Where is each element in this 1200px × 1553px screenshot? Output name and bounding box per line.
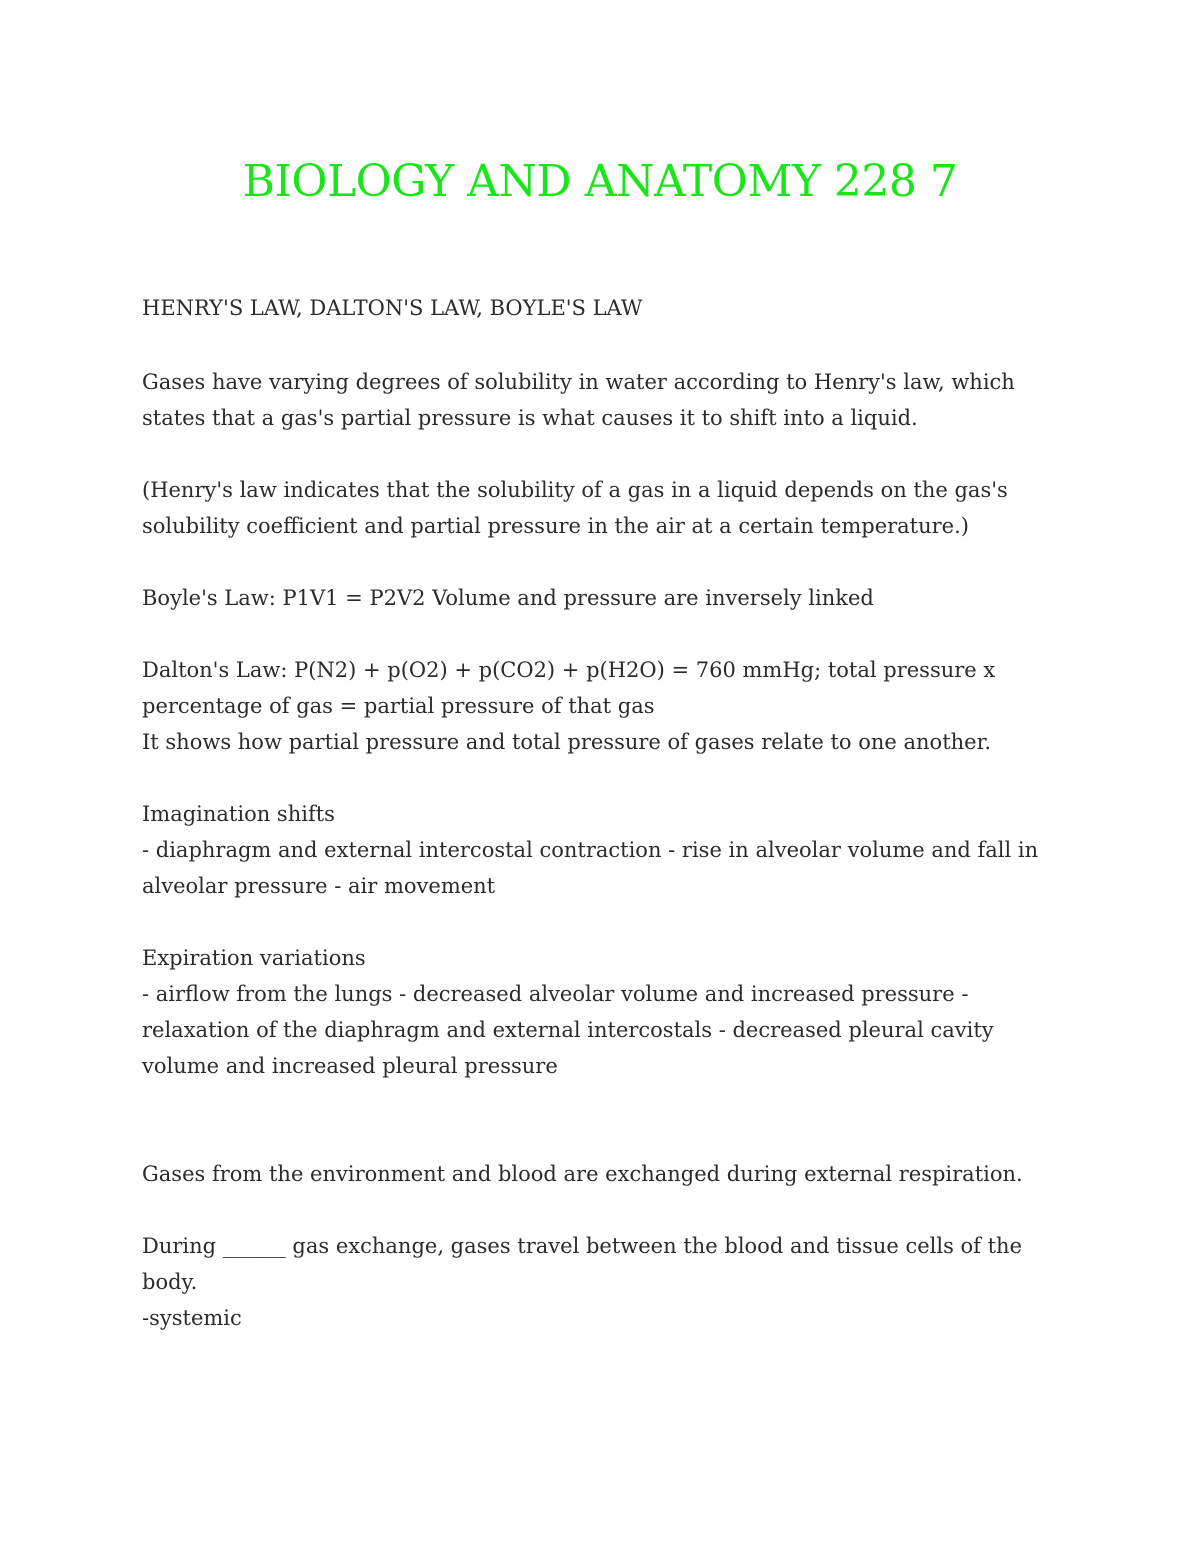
paragraph-systemic-exchange (142, 1228, 1072, 1336)
text-line: HENRY'S LAW, DALTON'S LAW, BOYLE'S LAW (142, 296, 643, 320)
text-line: Expiration variations (142, 946, 366, 970)
text-line: relaxation of the diaphragm and external intercostals - decreased pleural cavity (142, 1018, 994, 1042)
text-line: states that a gas's partial pressure is what causes it to shift into a liquid. (142, 406, 918, 430)
paragraph-boyles-law (142, 580, 1072, 616)
text-line: - airflow from the lungs - decreased alveolar volume and increased pressure - (142, 982, 969, 1006)
text-line: solubility coefficient and partial pressure in the air at a certain temperature.) (142, 514, 969, 538)
text-line: alveolar pressure - air movement (142, 874, 496, 898)
text-line: Boyle's Law: P1V1 = P2V2 Volume and pressure are inversely linked (142, 586, 874, 610)
text-line: Gases from the environment and blood are exchanged during external respiration. (142, 1162, 1023, 1186)
text-line: body. (142, 1270, 198, 1294)
text-line: Dalton's Law: P(N2) + p(O2) + p(CO2) + p(H2O) = 760 mmHg; total pressure x (142, 658, 996, 682)
text-line: - diaphragm and external intercostal contraction - rise in alveolar volume and fall in (142, 838, 1039, 862)
text-line: Gases have varying degrees of solubility in water according to Henry's law, which (142, 370, 1015, 394)
paragraph-inspiration (142, 796, 1072, 904)
paragraph-daltons-law (142, 652, 1072, 760)
paragraph-external-respiration (142, 1156, 1072, 1192)
paragraph-henrys-law-note (142, 472, 1072, 544)
text-line: During ______ gas exchange, gases travel between the blood and tissue cells of the (142, 1234, 1023, 1258)
paragraph-henrys-law (142, 364, 1072, 436)
text-line: Imagination shifts (142, 802, 335, 826)
text-line: It shows how partial pressure and total pressure of gases relate to one another. (142, 730, 991, 754)
text-line: -systemic (142, 1306, 242, 1330)
section-heading (142, 290, 1072, 326)
paragraph-expiration (142, 940, 1072, 1084)
text-line: volume and increased pleural pressure (142, 1054, 558, 1078)
text-line: (Henry's law indicates that the solubility of a gas in a liquid depends on the gas's (142, 478, 1008, 502)
document-title: BIOLOGY AND ANATOMY 228 7 (242, 156, 958, 207)
text-line: percentage of gas = partial pressure of that gas (142, 694, 655, 718)
